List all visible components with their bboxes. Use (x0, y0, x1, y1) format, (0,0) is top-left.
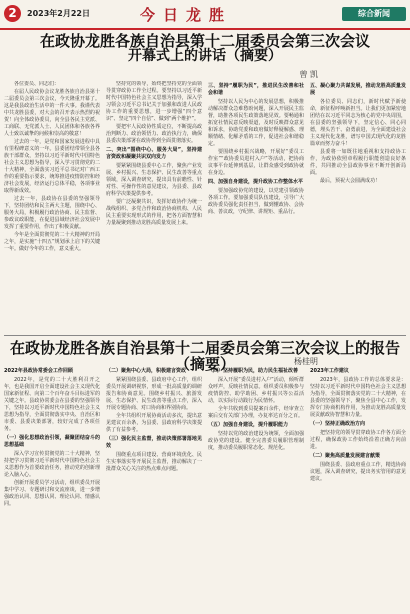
body-paragraph: 全年共收到委员提案百余件，经审查立案后交有关部门办理，办复率达百分之百。 (208, 406, 304, 419)
article-body (4, 81, 406, 333)
article-title: 在政协龙胜各族自治县第十二届委员会第三次会议上的报告（摘要） (9, 339, 400, 373)
body-paragraph: 在届人民政协会议龙胜各族自治县第十二届委员会第三次会议，今天隆重开幕了。这是我县政治生活中的一件大事。我谨代表中共龙胜县委，对大会的召开表示热烈的祝贺！向全体政协委员，向全县各民主党派、工商联、无党派人士、人民团体和各族各界人士致以诚挚的问候和崇高的敬意！ (4, 89, 100, 137)
body-paragraph: 要把牢人民政协性质定位，不断提高政治判断力、政治领悟力、政治执行力，确保县委决策部署在政协得到全面贯彻落实。 (106, 124, 202, 144)
body-paragraph: 围绕重点项目建设、营商环境优化、民生实事落实等开展民主监督，推动解决了一批群众关心关注的热点难点问题。 (106, 452, 202, 472)
body-paragraph: 2023年，县政协工作的总体要求是：坚持以习近平新时代中国特色社会主义思想为指导，全面贯彻落实党的二十大精神，在县委的坚强领导下，聚焦全县中心工作，发挥专门协商机构作用，为推动龙胜高质量发展贡献政协智慧和力量。 (310, 377, 406, 418)
body-paragraph: 要广泛凝聚共识，发挥好政协作为统一战线组织、多党合作和政治协商机构、人民民主重要实现形式的作用，把各方面智慧和力量凝聚到推动龙胜高质量发展上来。 (106, 199, 202, 226)
section-heading: 二、突出“围绕中心、服务大局”，坚持建言资政和凝聚共识双向发力 (106, 147, 202, 160)
article-column (208, 366, 304, 611)
body-paragraph: 全年共组织开展协商活动多次，提出意见建议百余条，为县委、县政府科学决策提供了有益参考。 (106, 413, 202, 433)
newspaper-brand: 今日龙胜 (140, 6, 233, 24)
body-paragraph: 深入开展“委员进村入户”活动，倾听群众呼声，反映社情民意。组织委员积极参与疫情防控、助学助困、乡村振兴等公益活动，以实际行动践行为民情怀。 (208, 377, 304, 404)
body-paragraph: 要围绕乡村振兴战略，开展好“委员工作室”“政协委员进村入户”等活动，把协商议事平台延伸到基层，让群众感受到政协就在身边。 (208, 149, 304, 176)
section-heading: （一）坚持正确政治方向 (310, 421, 366, 427)
body-paragraph: 2022年，是党的二十大胜利召开之年，也是我国开启全面建设社会主义现代化国家新征程、向第二个百年奋斗目标进军的关键之年。县政协常委会在县委的坚强领导下，坚持以习近平新时代中国特色社会主义思想为指导，全面贯彻落实中央、自治区和市委、县委决策部署，较好完成了各项任务。 (4, 377, 100, 432)
body-paragraph: 坚持党的领导，始终把坚持党的全面领导贯穿政协工作全过程。要坚持以习近平新时代中国特色社会主义思想为指导，深入学习领会习近平总书记关于加强和改进人民政协工作的重要思想，进一步增强“四个意识”、坚定“四个自信”、做到“两个维护”。 (106, 81, 202, 122)
article-title: 在政协龙胜各族自治县第十二届委员会第三次会议 (39, 32, 370, 50)
article-subtitle: 开幕式上的讲话（摘要） (128, 48, 282, 64)
article-column (106, 81, 202, 333)
section-heading: 五、凝心聚力共谋发展，推动龙胜高质量发展 (310, 83, 406, 96)
body-paragraph: 过去一年，县政协在县委的坚强领导下，坚持团结和民主两大主题，围绕中心、服务大局，积极履行政治协商、民主监督、参政议政职能，在促进县域经济社会发展中发挥了重要作用，作出了积极贡献。 (4, 196, 100, 230)
section-heading: 2023年工作建议 (310, 368, 349, 374)
article-work-report (4, 335, 406, 613)
section-heading: （三）强化民主监督，推动决策部署落地见效 (106, 436, 202, 449)
body-paragraph: 坚持以人民为中心的发展思想，积极推动解决群众急难愁盼问题，深入开展民主监督，助推各项民生政策落地见效。要畅通和拓宽社情民意反映渠道，及时反映群众意见和诉求，协助党委和政府做好释疑解惑、理顺情绪、化解矛盾的工作，促进社会和谐稳定。 (208, 99, 304, 147)
section-heading: 四、加强自身建设，提升政协工作整体水平 (208, 179, 304, 185)
article-body (4, 366, 406, 611)
body-paragraph: 紧紧围绕县委、县政府中心工作，组织委员开展调研视察，形成一批高质量的调研报告和协商意见。围绕乡村振兴、旅游发展、生态保护、民生改善等重点工作，深入开展专题协商、对口协商和界别协商。 (106, 377, 202, 411)
body-paragraph: 要加强政协党的建设，以党建引领政协各项工作。要加强委员队伍建设，引导广大政协委员强化责任担当，做到懂政协、会协商、善议政，守纪律、讲规矩、重品行。 (208, 188, 304, 215)
body-paragraph: 要紧紧围绕县委中心工作，聚焦产业发展、乡村振兴、生态保护、民生改善等重点领域，深入调查研究，提出具有前瞻性、针对性、可操作性的意见建议，为县委、县政府科学决策提供参考。 (106, 163, 202, 197)
article-column (106, 366, 202, 611)
body-paragraph: 坚持以党的政治建设为统领，全面加强政协党的建设。健全完善委员履职管理制度，推动委员履职常态化、规范化。 (208, 431, 304, 451)
section-heading: 2022年县政协常委会工作回顾 (4, 368, 73, 374)
article-column (4, 366, 100, 611)
section-heading: （五）加强自身建设，提升履职能力 (208, 422, 289, 428)
article-author: 曾 凯 (299, 70, 318, 79)
section-heading: （一）强化思想政治引领，凝聚团结奋斗的思想基础 (4, 435, 100, 448)
section-heading: （二）聚焦高质量发展建言献策 (310, 453, 381, 459)
body-paragraph: 县委将一如既往地重视和支持政协工作，为政协依照章程履行职能创造良好条件，共同推动全县政协事业不断开创新局面。 (310, 149, 406, 176)
body-paragraph: 各位委员、同志们： (14, 81, 60, 87)
article-author: 杨桂明 (294, 357, 318, 366)
issue-date: 2023年2月22日 (27, 9, 90, 18)
article-opening-speech (4, 33, 406, 333)
article-column (310, 81, 406, 333)
body-paragraph: 各位委员、同志们，新时代赋予新使命，新征程呼唤新担当。让我们更加紧密地团结在以习近平同志为核心的党中央周围，在县委的坚强领导下，坚定信心、同心同德，埋头苦干、奋勇前进，为全面建设社会主义现代化龙胜，谱写中国式现代化的龙胜篇章而努力奋斗！ (310, 99, 406, 147)
body-paragraph: 过去的一年，是党和国家发展进程中具有里程碑意义的一年。县委团结带领全县各族干部群众，坚持以习近平新时代中国特色社会主义思想为指导，深入学习贯彻党的二十大精神，全面落实习近平总书记对广西工作的重要指示要求，统筹推进疫情防控和经济社会发展，经济运行总体平稳，各项事业取得新成效。 (4, 139, 100, 194)
article-column (310, 366, 406, 611)
body-paragraph: 创新开展委员学习活动，组织委员开展集中学习、专题研讨和交流座谈，进一步增强政治认同、思想认同、理论认同、情感认同。 (4, 480, 100, 507)
section-label: 综合新闻 (342, 7, 406, 21)
body-paragraph: 深入学习宣传贯彻党的二十大精神，坚持把学习贯彻习近平新时代中国特色社会主义思想作为首要政治任务，推动党的创新理论入脑入心。 (4, 451, 100, 478)
section-heading: （二）聚焦中心大局，积极建言资政 (106, 368, 187, 374)
masthead (0, 0, 410, 30)
body-paragraph: 今年是全面贯彻党的二十大精神的开局之年，是实施“十四五”规划承上启下的关键一年。做好今年的工作，意义重大。 (4, 232, 100, 252)
body-paragraph: 最后，预祝大会圆满成功！ (320, 178, 381, 184)
article-column (4, 81, 100, 333)
body-paragraph: 把坚持党的领导贯穿政协工作各方面全过程，确保政协工作始终沿着正确方向前进。 (310, 430, 406, 450)
body-paragraph: 围绕县委、县政府重点工作，精选协商议题，深入调查研究，提出务实管用的意见建议。 (310, 462, 406, 482)
article-column (208, 81, 304, 333)
section-heading: （四）坚持履职为民，助力民生福祉改善 (208, 368, 299, 374)
page-number: 2 (4, 5, 21, 22)
section-heading: 三、坚持“履职为民”，推进民生改善和社会和谐 (208, 83, 304, 96)
